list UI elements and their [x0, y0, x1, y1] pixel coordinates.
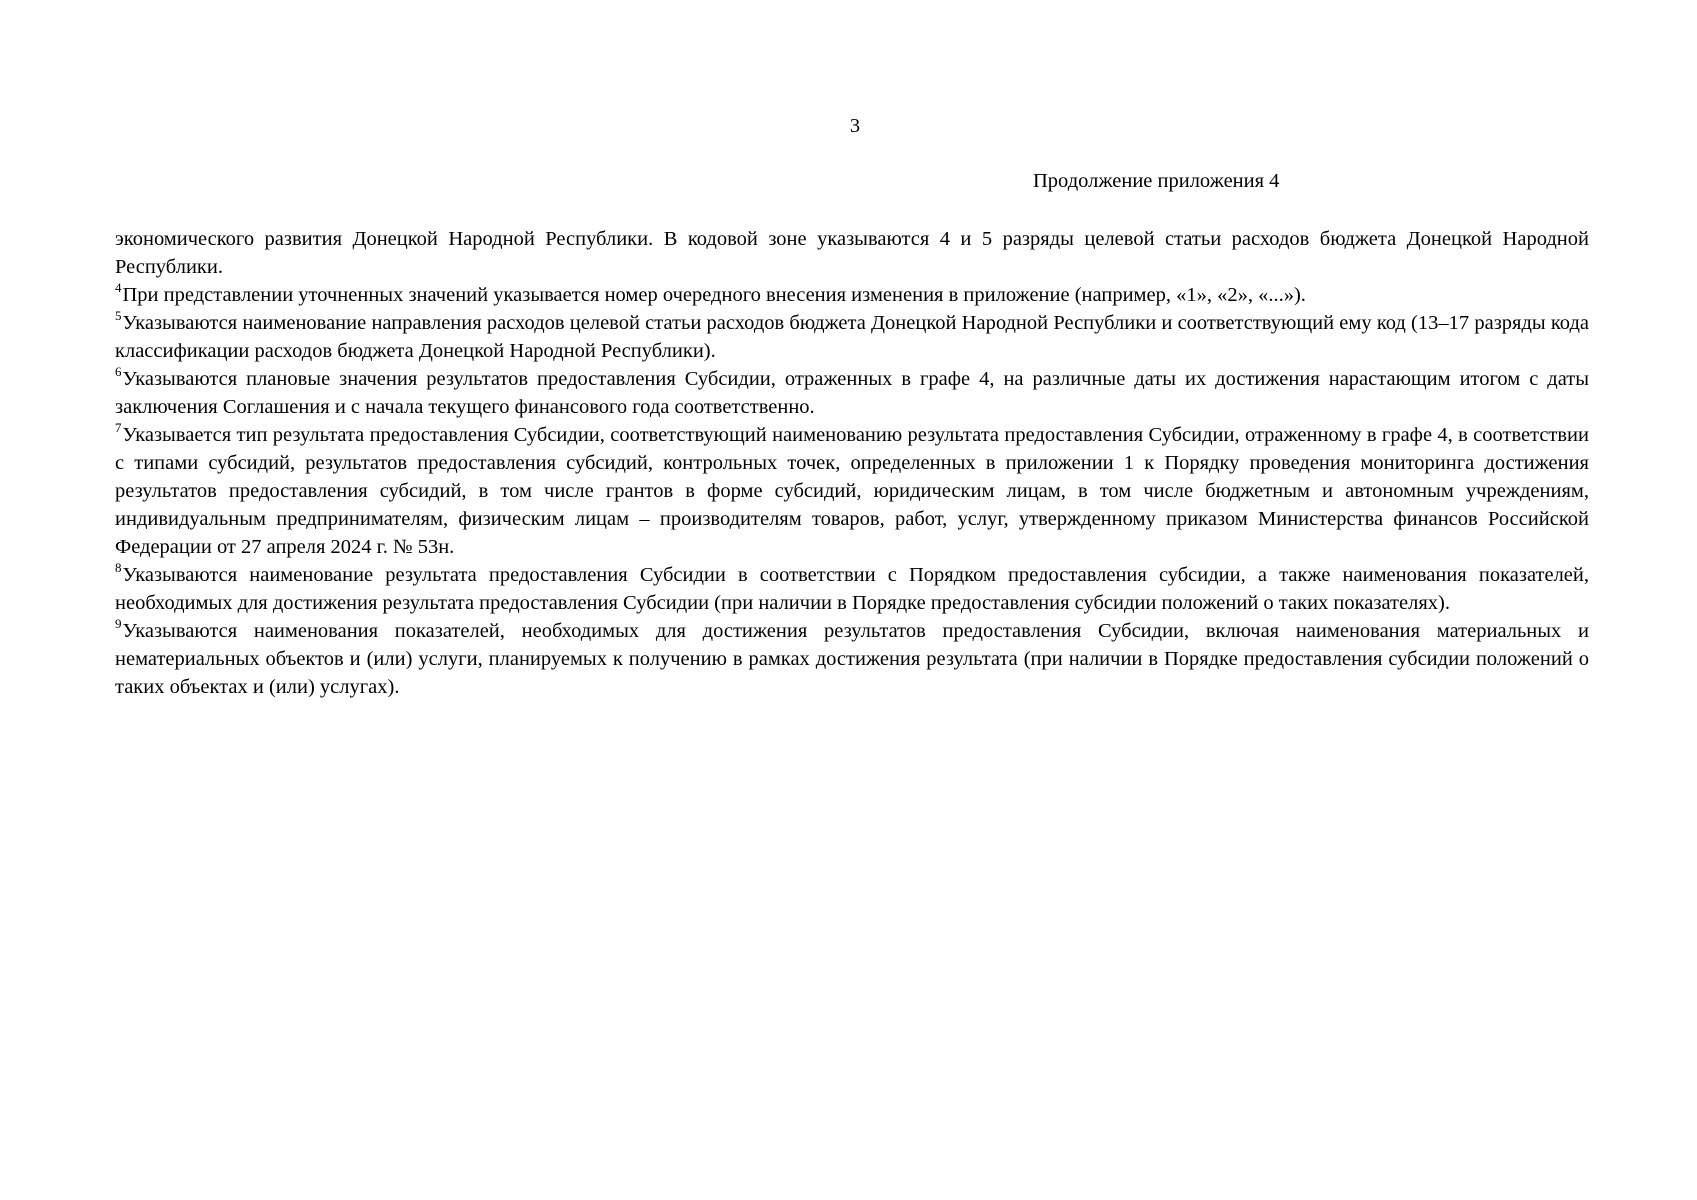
- footnote-text: Указываются плановые значения результатов предоставления Субсидии, отраженных в графе 4, на различные даты их достижения нарастающим итогом с даты заключения Соглашения и с начала текущего финансового года соответственно.: [115, 368, 1589, 418]
- footnote-marker: 5: [115, 308, 122, 323]
- footnote-continuation: [115, 225, 1589, 281]
- footnote-text: При представлении уточненных значений указывается номер очередного внесения изменения в приложение (например, «1», «2», «...»).: [122, 284, 1306, 306]
- footnote-text: Указываются наименования показателей, необходимых для достижения результатов предоставления Субсидии, включая наименования материальных и нематериальных объектов и (или) услуги, планируемых к получению в рамках достижения результата (при наличии в Порядке предоставления субсидии положений о таких объектах и (или) услугах).: [115, 620, 1589, 698]
- footnote-marker: 7: [115, 420, 122, 435]
- page-number: 3: [849, 115, 861, 137]
- footnotes-block: [115, 225, 1589, 701]
- footnote-8: [115, 561, 1589, 617]
- footnote-7: [115, 421, 1589, 561]
- footnote-6: [115, 365, 1589, 421]
- annex-heading: Продолжение приложения 4: [1033, 170, 1280, 192]
- footnote-text: Указываются наименование результата предоставления Субсидии в соответствии с Порядком предоставления субсидии, а также наименования показателей, необходимых для достижения результата предоставления Субсидии (при наличии в Порядке предоставления субсидии положений о таких показателях).: [115, 564, 1589, 614]
- footnote-text: Указываются наименование направления расходов целевой статьи расходов бюджета Донецкой Народной Республики и соответствующий ему код (13–17 разряды кода классификации расходов бюджета Донецкой Народной Республики).: [115, 312, 1589, 362]
- footnote-text: Указывается тип результата предоставления Субсидии, соответствующий наименованию результата предоставления Субсидии, отраженному в графе 4, в соответствии с типами субсидий, результатов предоставления субсидий, контрольных точек, определенных в приложении 1 к Порядку проведения мониторинга достижения результатов предоставления субсидий, в том числе грантов в форме субсидий, юридическим лицам, в том числе бюджетным и автономным учреждениям, индивидуальным предпринимателям, физическим лицам – производителям товаров, работ, услуг, утвержденному приказом Министерства финансов Российской Федерации от 27 апреля 2024 г. № 53н.: [115, 424, 1589, 558]
- footnote-marker: 4: [115, 280, 122, 295]
- footnote-marker: 6: [115, 364, 122, 379]
- footnote-marker: 8: [115, 560, 122, 575]
- footnote-9: [115, 617, 1589, 701]
- footnote-4: [115, 281, 1589, 309]
- footnote-text: экономического развития Донецкой Народной Республики. В кодовой зоне указываются 4 и 5 разряды целевой статьи расходов бюджета Донецкой Народной Республики.: [115, 228, 1589, 278]
- footnote-marker: 9: [115, 616, 122, 631]
- footnote-5: [115, 309, 1589, 365]
